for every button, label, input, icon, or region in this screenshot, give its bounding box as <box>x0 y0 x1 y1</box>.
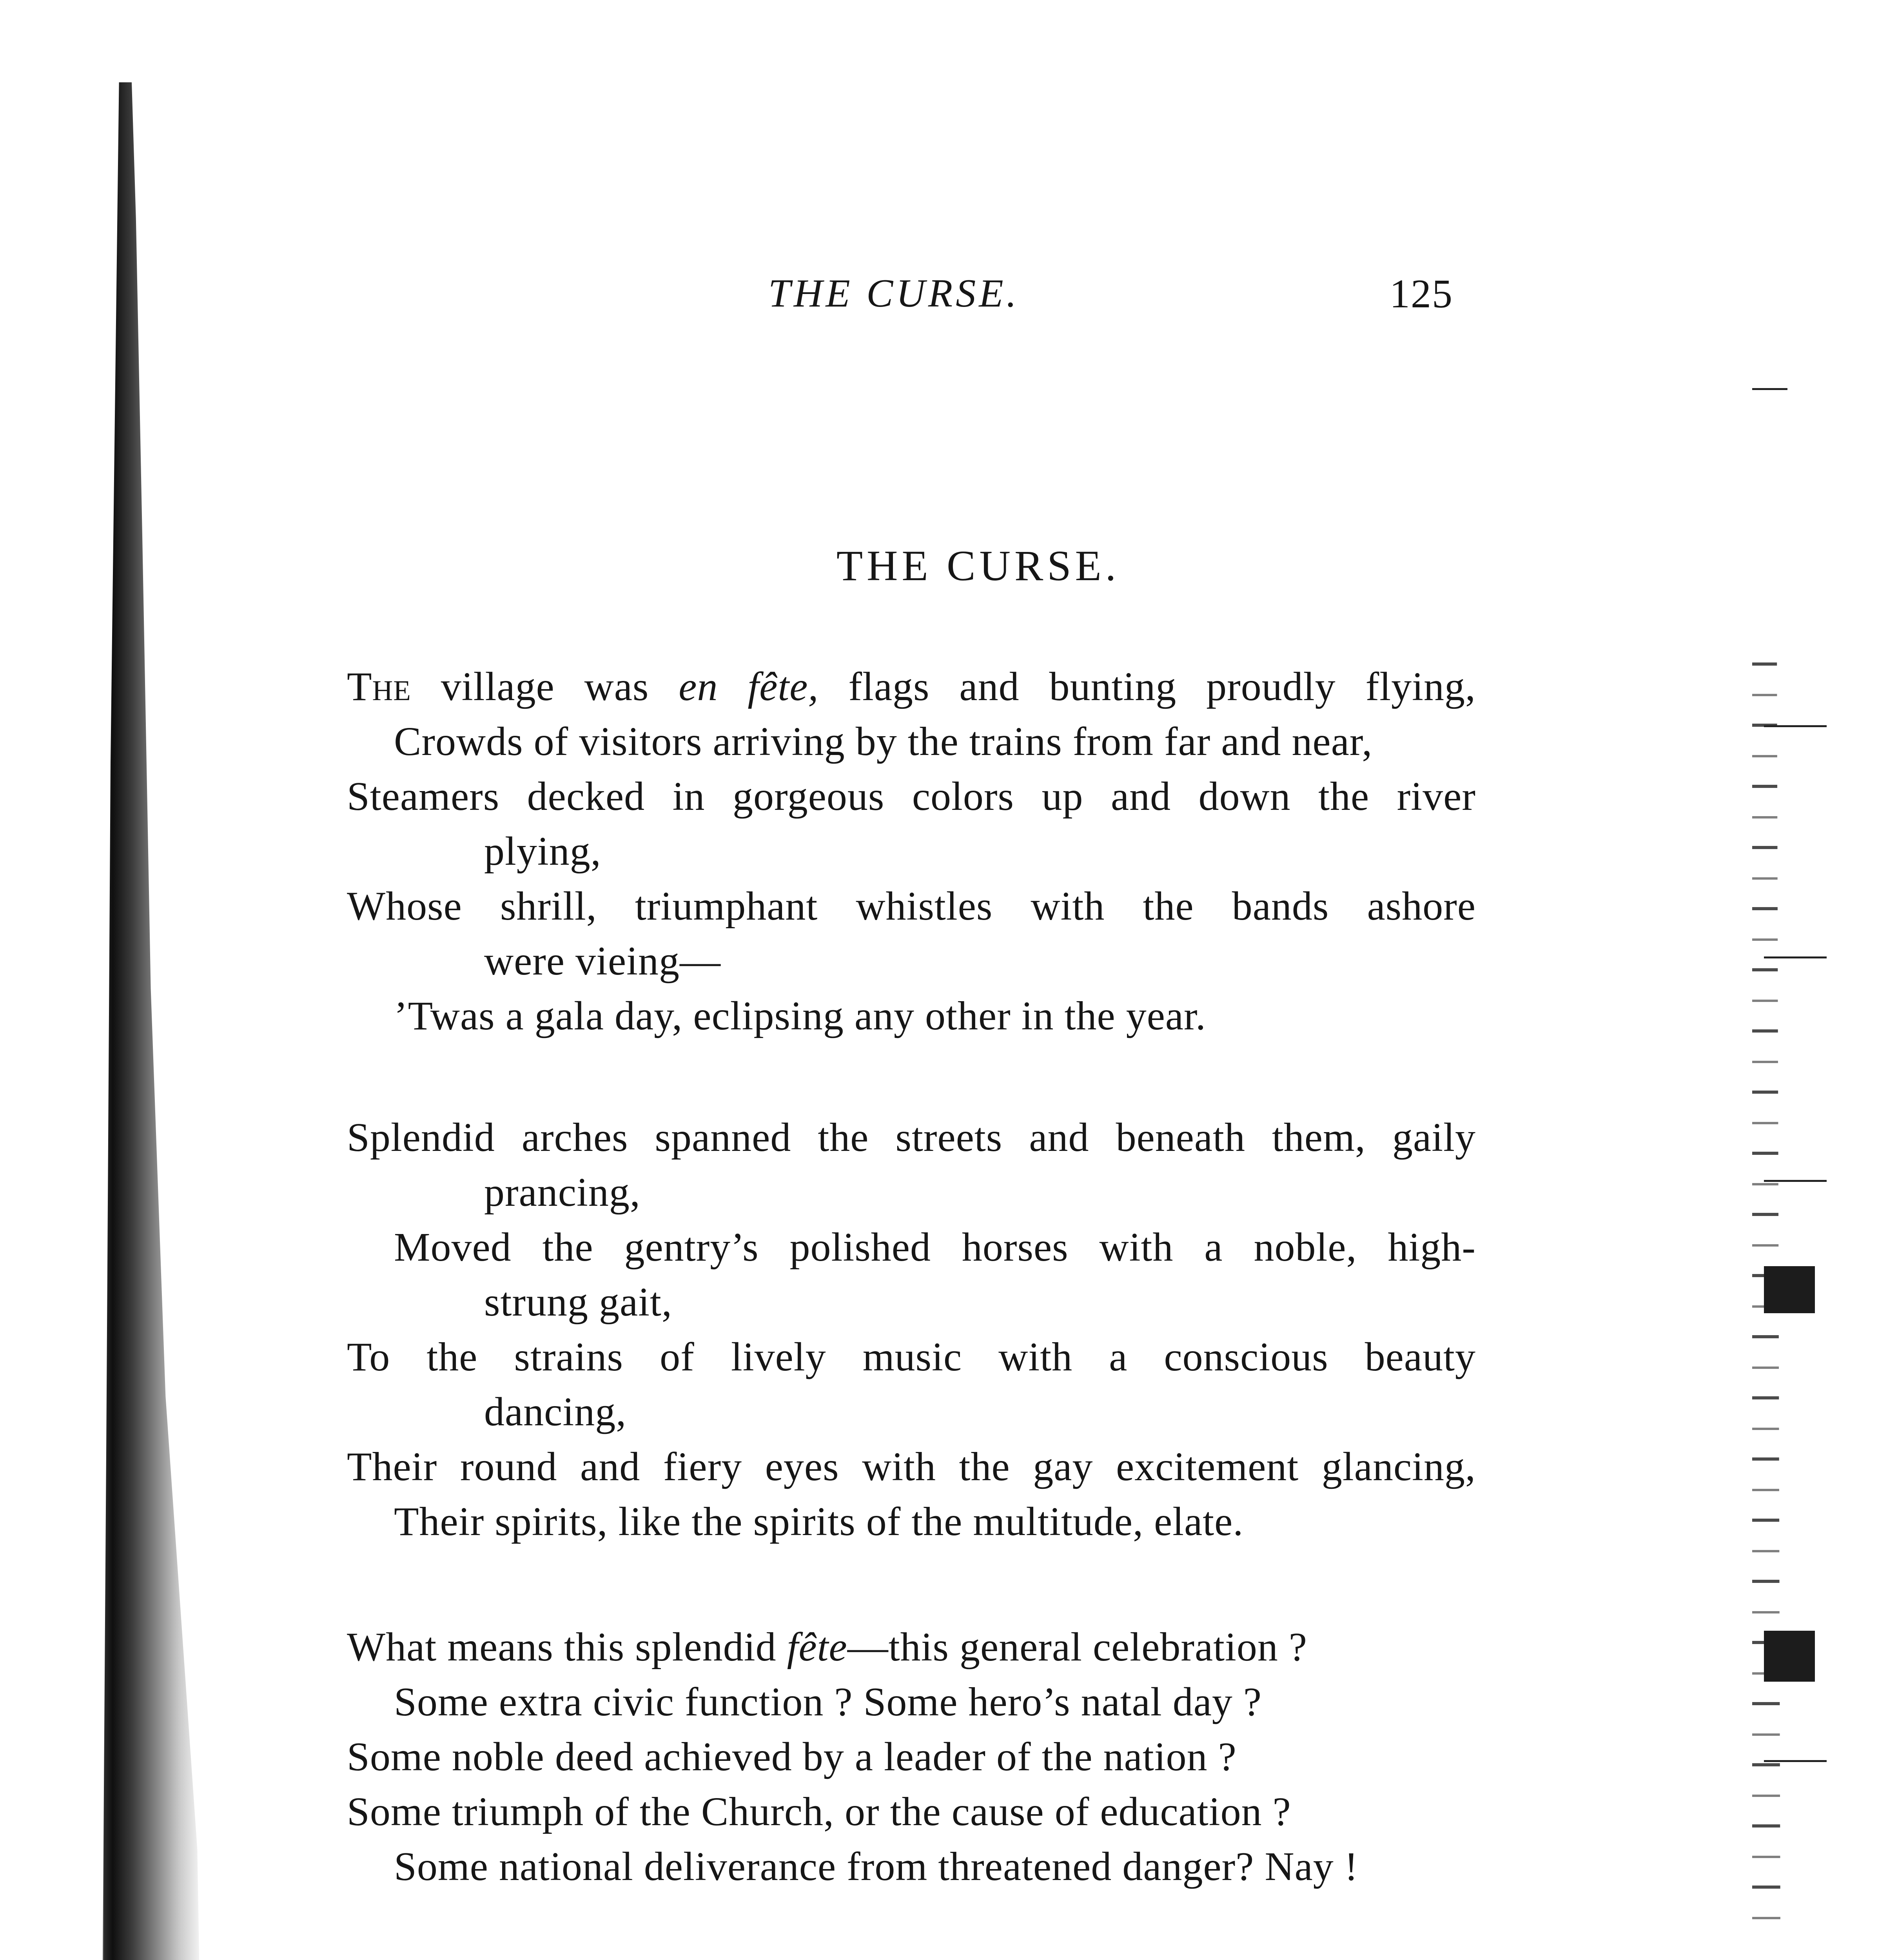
line-text: village was <box>411 664 679 709</box>
poem-line: Their round and fiery eyes with the gay excitement glancing, <box>347 1444 1476 1489</box>
small-caps-lead: The <box>347 664 411 709</box>
scan-edge-tick <box>1764 1180 1827 1182</box>
scan-edge-tick <box>1764 956 1827 958</box>
poem-line: dancing, <box>484 1389 627 1434</box>
line-text: What means this splendid <box>347 1624 787 1670</box>
poem-line: ’Twas a gala day, eclipsing any other in the year. <box>394 993 1206 1038</box>
poem-line: Splendid arches spanned the streets and beneath them, gaily <box>347 1115 1476 1160</box>
line-text: flags and bunting proudly flying, <box>818 664 1476 709</box>
scan-edge-tick <box>1764 1760 1827 1762</box>
poem-line: Some extra civic function ? Some hero’s natal day ? <box>394 1679 1262 1724</box>
page-number: 125 <box>1390 271 1453 316</box>
poem-line: Some national deliverance from threatened danger? Nay ! <box>394 1844 1359 1889</box>
poem-line: Some triumph of the Church, or the cause of education ? <box>347 1789 1291 1834</box>
poem-line <box>347 666 1476 707</box>
poem-line: Steamers decked in gorgeous colors up and down the river <box>347 774 1476 819</box>
scan-edge-tick <box>1752 388 1787 390</box>
poem-line: Crowds of visitors arriving by the trains from far and near, <box>394 719 1373 764</box>
line-text: —this general celebration ? <box>847 1624 1308 1670</box>
running-head-title: THE CURSE. <box>768 271 1020 316</box>
poem-line: Some noble deed achieved by a leader of the nation ? <box>347 1734 1237 1779</box>
poem-line: were vieing— <box>484 938 721 984</box>
poem-title <box>0 541 1878 591</box>
poem-line <box>347 1624 1308 1670</box>
poem-line: To the strains of lively music with a conscious beauty <box>347 1334 1476 1379</box>
poem-line: Their spirits, like the spirits of the multitude, elate. <box>394 1499 1244 1544</box>
poem-title-text: THE CURSE. <box>836 542 1120 590</box>
italic-phrase: en fête, <box>679 664 819 709</box>
poem-line: Moved the gentry’s polished horses with a noble, high- <box>394 1225 1476 1270</box>
poem-line: prancing, <box>484 1170 641 1215</box>
italic-word: fête <box>787 1624 847 1670</box>
scan-edge-block <box>1764 1266 1815 1313</box>
poem-line: strung gait, <box>484 1279 672 1325</box>
poem-line: Whose shrill, triumphant whistles with the bands ashore <box>347 884 1476 929</box>
scan-edge-block <box>1764 1631 1815 1682</box>
poem-line: plying, <box>484 829 601 874</box>
running-head <box>0 270 1878 333</box>
scan-edge-tick <box>1764 725 1827 727</box>
binding-shadow <box>100 82 206 1960</box>
